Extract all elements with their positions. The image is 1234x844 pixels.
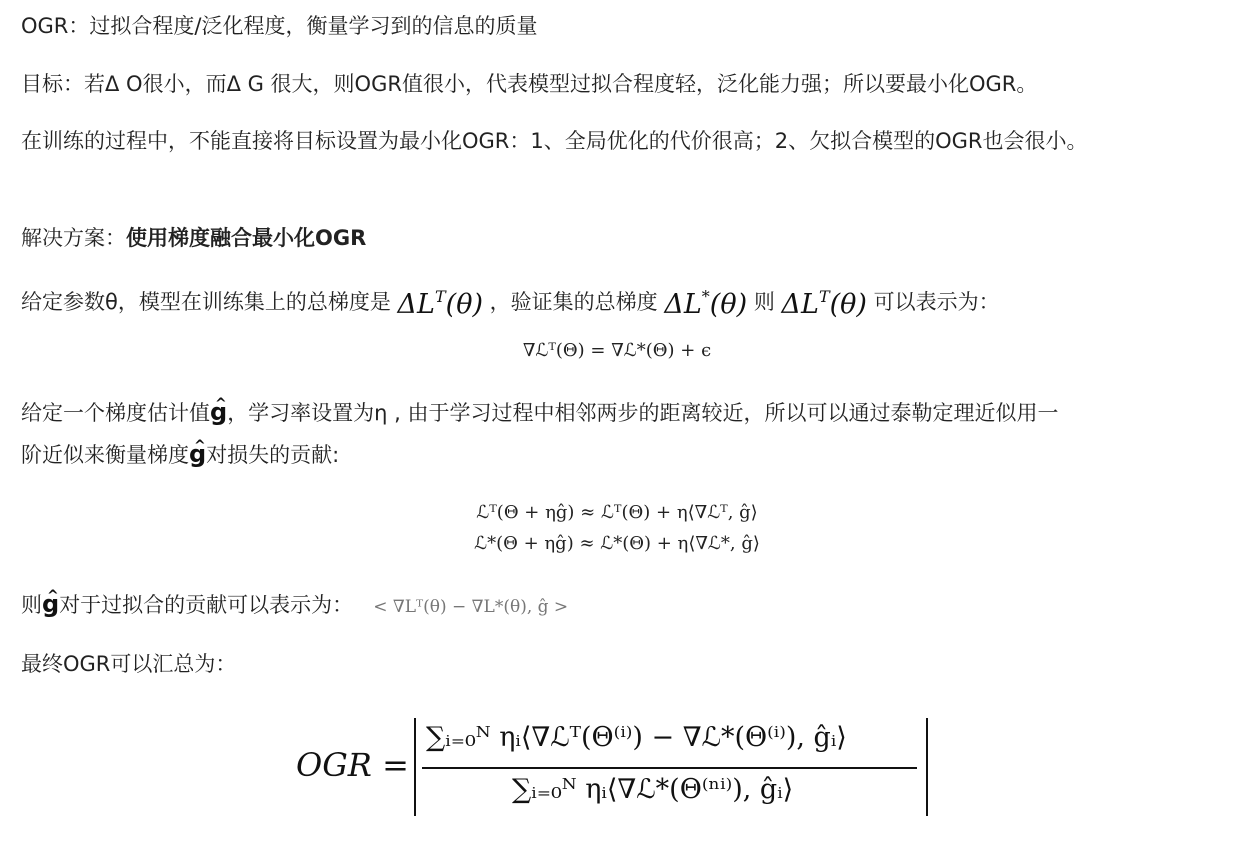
formula-gradient-relation: ∇ℒᵀ(Θ) = ∇ℒ*(Θ) + ϵ xyxy=(522,340,712,361)
g-hat-symbol: ^ g xyxy=(42,588,59,621)
abs-bar-left xyxy=(414,718,416,816)
paragraph-taylor-line2: 阶近似来衡量梯度^ g对损失的贡献: xyxy=(21,438,339,472)
math-train-gradient: $\Delta L^T(\theta)$ xyxy=(397,287,483,320)
fraction-line xyxy=(422,767,917,769)
text-segment: 给定参数θ，模型在训练集上的总梯度是 xyxy=(21,290,391,314)
paragraph-overfit-contribution: 则^ g对于过拟合的贡献可以表示为： < ∇Lᵀ(θ) − ∇L*(θ), ĝ > xyxy=(21,588,568,624)
solution-bold-text: 使用梯度融合最小化OGR xyxy=(126,226,367,250)
ogr-lhs: OGR = xyxy=(296,746,409,784)
paragraph-goal: 目标：若Δ O很小，而Δ G 很大，则OGR值很小，代表模型过拟合程度轻，泛化能力强；所以要最小化OGR。 xyxy=(21,72,1038,96)
ogr-denominator: ∑ᵢ₌₀ᴺ ηᵢ⟨∇ℒ*(Θ⁽ⁿⁱ⁾), ĝᵢ⟩ xyxy=(512,774,794,805)
paragraph-solution xyxy=(21,222,366,255)
paragraph-ogr-definition: OGR：过拟合程度/泛化程度，衡量学习到的信息的质量 xyxy=(21,14,538,38)
formula-taylor-train: ℒᵀ(Θ + ηĝ) ≈ ℒᵀ(Θ) + η⟨∇ℒᵀ, ĝ⟩ xyxy=(476,502,758,523)
text-segment: 则 xyxy=(753,290,775,314)
math-train-gradient-2: $\Delta L^T(\theta)$ xyxy=(781,287,867,320)
text-segment: 可以表示为： xyxy=(873,290,1000,314)
abs-bar-right xyxy=(926,718,928,816)
math-overfit-contribution: < ∇Lᵀ(θ) − ∇L*(θ), ĝ > xyxy=(373,597,569,617)
paragraph-gradient-definition xyxy=(21,280,1000,321)
math-val-gradient: ΔL*(θ) xyxy=(664,287,748,320)
formula-ogr-final xyxy=(296,718,936,818)
ogr-numerator: ∑ᵢ₌₀ᴺ ηᵢ⟨∇ℒᵀ(Θ⁽ⁱ⁾) − ∇ℒ*(Θ⁽ⁱ⁾), ĝᵢ⟩ xyxy=(426,722,847,753)
paragraph-training-issue: 在训练的过程中，不能直接将目标设置为最小化OGR：1、全局优化的代价很高；2、欠拟合模型的OGR也会很小。 xyxy=(21,129,1088,153)
solution-label: 解决方案： xyxy=(21,226,126,250)
paragraph-ogr-summary: 最终OGR可以汇总为： xyxy=(21,652,237,676)
g-hat-symbol: ^ g xyxy=(189,438,206,471)
g-hat-symbol: ^ g xyxy=(210,396,227,429)
text-segment: ，验证集的总梯度 xyxy=(489,290,658,314)
formula-taylor-val: ℒ*(Θ + ηĝ) ≈ ℒ*(Θ) + η⟨∇ℒ*, ĝ⟩ xyxy=(474,533,760,554)
paragraph-taylor-line1: 给定一个梯度估计值^ g，学习率设置为η , 由于学习过程中相邻两步的距离较近，所以可以通过泰勒定理近似用一 xyxy=(21,396,1059,430)
